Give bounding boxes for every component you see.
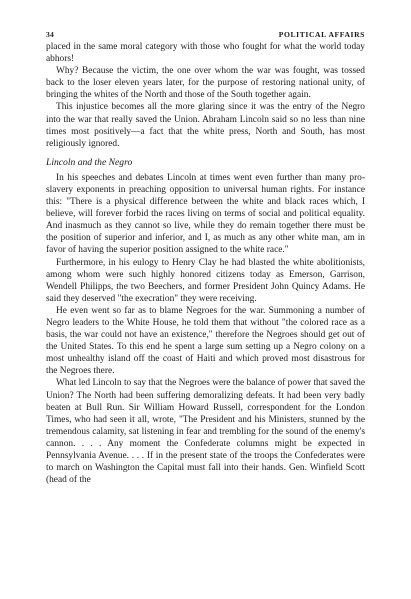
page-number: 34 (46, 30, 54, 39)
section-heading: Lincoln and the Negro (46, 156, 133, 168)
paragraph-injustice: This injustice becomes all the more glaring since it was the entry of the Negro into the war that really saved the Union. Abraham Lincoln said so no less than nine times most positively—a fact that the white press, North and South, has most religiously ignored. (46, 102, 365, 149)
paragraph-why: Why? Because the victim, the one over whom the war was fought, was tossed back to the loser eleven years later, for the purpose of restoring national unity, of bringing the whites of the North and those of the South together again. (46, 66, 365, 101)
paragraph-speeches: In his speeches and debates Lincoln at times went even further than many pro-slavery exponents in preaching opposition to universal human rights. For instance this: "There is a physical difference between the white and black races which, I believe, will forever forbid the races living on terms of social and political equality. And inasmuch as they cannot so live, while they do remain together there must be the position of superior and inferior, and I, as much as any other white man, am in favor of having the superior position assigned to the white race." (46, 172, 365, 256)
paragraph-continued: placed in the same moral category with those who fought for what the world today abhors! (46, 42, 365, 65)
running-header (46, 30, 365, 39)
paragraph-balance-of-power: What led Lincoln to say that the Negroes were the balance of power that saved the Union? The North had been suffering demoralizing defeats. It had been very badly beaten at Bull Run. Sir William Howard Russell, correspondent for the London Times, who had seen it all, wrote, "The President and his Ministers, stunned by the tremendous calamity, sat listening in fear and trembling for the sound of the enemy's cannon. . . . Any moment the Confederate columns might be expected in Pennsylvania Avenue. . . . If in the present state of the troops the Confederates were to march on Washington the Capital must fall into their hands. Gen. Winfield Scott (head of the (46, 378, 365, 486)
paragraph-eulogy: Furthermore, in his eulogy to Henry Clay he had blasted the white abolitionists, among whom were such highly honored citizens today as Emerson, Garrison, Wendell Philipps, the two Beechers, and former President John Quincy Adams. He said they deserved "the execration" they were receiving. (46, 257, 365, 304)
running-title: POLITICAL AFFAIRS (278, 30, 365, 39)
paragraph-blame: He even went so far as to blame Negroes for the war. Summoning a number of Negro leaders to the White House, he told them that without "the colored race as a basis, the war could not have an existence," therefore the Negroes should get out of the United States. To this end he spent a large sum setting up a Negro colony on a most unhealthy island off the coast of Haiti and which proved most disastrous for the Negroes there. (46, 305, 365, 377)
